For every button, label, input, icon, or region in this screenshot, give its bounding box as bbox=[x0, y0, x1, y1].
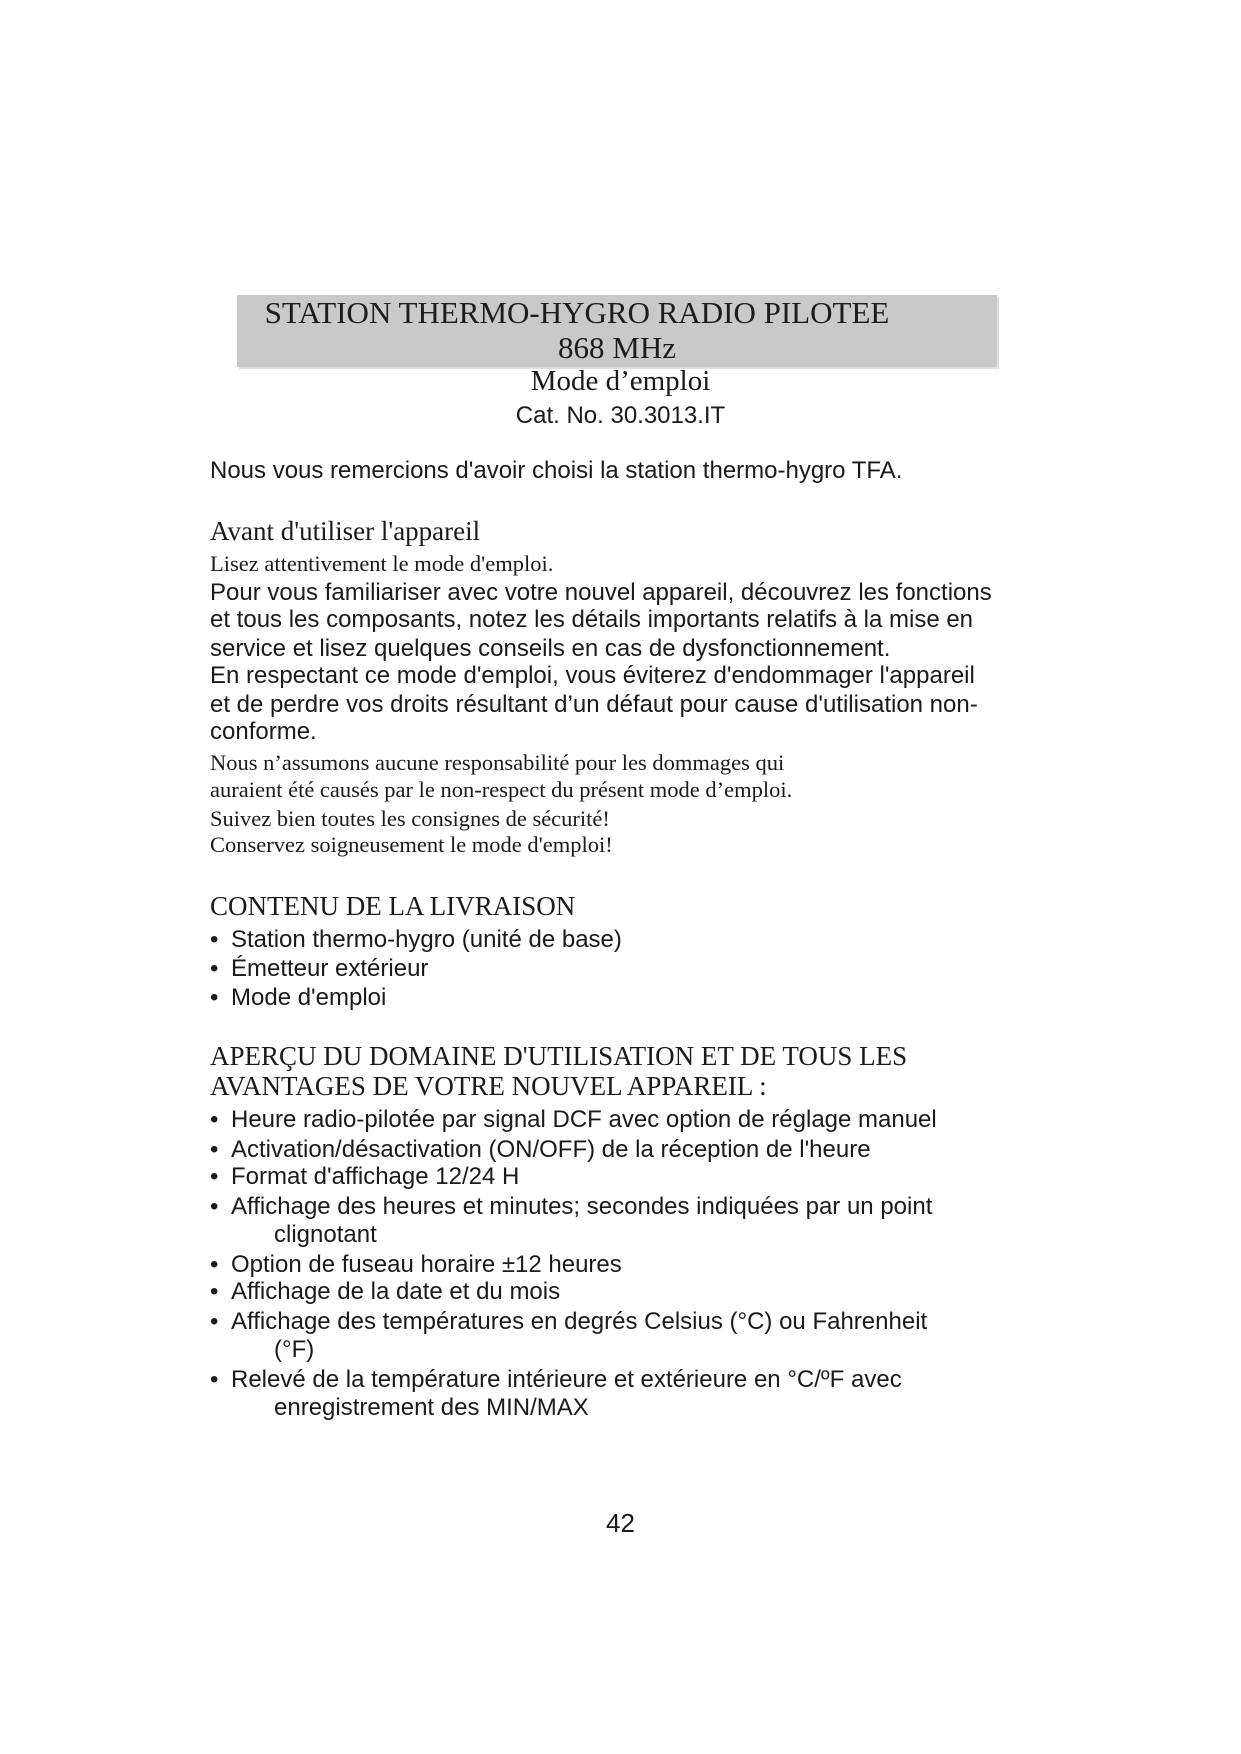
catalog-number: Cat. No. 30.3013.IT bbox=[515, 402, 726, 429]
page-number: 42 bbox=[606, 1508, 635, 1538]
paragraph-line: et de perdre vos droits résultant d’un défaut pour cause d'utilisation non- bbox=[210, 691, 978, 718]
list-item: • Activation/désactivation (ON/OFF) de la réception de l'heure bbox=[210, 1136, 871, 1163]
section-heading-contents: CONTENU DE LA LIVRAISON bbox=[210, 891, 576, 921]
paragraph-line: service et lisez quelques conseils en cas de dysfonctionnement. bbox=[210, 635, 891, 662]
list-item: • Station thermo-hygro (unité de base) bbox=[210, 926, 622, 953]
subtitle: Mode d’emploi bbox=[530, 365, 711, 397]
paragraph-line: conforme. bbox=[210, 718, 317, 745]
list-item: • Option de fuseau horaire ±12 heures bbox=[210, 1251, 622, 1278]
list-item: • Émetteur extérieur bbox=[210, 955, 429, 982]
list-item: • Affichage des températures en degrés Celsius (°C) ou Fahrenheit (°F) bbox=[210, 1308, 928, 1363]
section-heading-overview-cont: AVANTAGES DE VOTRE NOUVEL APPAREIL : bbox=[210, 1071, 767, 1101]
disclaimer-line: Nous n’assumons aucune responsabilité pour les dommages qui bbox=[210, 750, 785, 775]
intro-text: Nous vous remercions d'avoir choisi la station thermo-hygro TFA. bbox=[210, 457, 903, 484]
paragraph-line: Pour vous familiariser avec votre nouvel appareil, découvrez les fonctions bbox=[210, 579, 992, 606]
paragraph-line: En respectant ce mode d'emploi, vous éviterez d'endommager l'appareil bbox=[210, 662, 975, 689]
read-instructions-line: Lisez attentivement le mode d'emploi. bbox=[210, 551, 554, 576]
list-item: • Heure radio-pilotée par signal DCF avec option de réglage manuel bbox=[210, 1106, 937, 1133]
section-heading-before-use: Avant d'utiliser l'appareil bbox=[210, 516, 481, 546]
list-item: • Mode d'emploi bbox=[210, 984, 387, 1011]
safety-line: Suivez bien toutes les consignes de sécurité! bbox=[210, 806, 610, 831]
keep-manual-line: Conservez soigneusement le mode d'emploi! bbox=[210, 832, 613, 857]
title-banner bbox=[237, 295, 997, 367]
paragraph-line: et tous les composants, notez les détails importants relatifs à la mise en bbox=[210, 606, 974, 633]
disclaimer-line: auraient été causés par le non-respect du présent mode d’emploi. bbox=[210, 777, 793, 802]
list-item: • Affichage des heures et minutes; secondes indiquées par un point clignotant bbox=[210, 1193, 933, 1248]
frequency-label: 868 MHz bbox=[558, 330, 676, 365]
list-item: • Relevé de la température intérieure et extérieure en °C/ºF avec enregistrement des MIN/MAX bbox=[210, 1366, 902, 1421]
section-heading-overview: APERÇU DU DOMAINE D'UTILISATION ET DE TOUS LES bbox=[210, 1041, 908, 1071]
list-item: • Affichage de la date et du mois bbox=[210, 1278, 561, 1305]
list-item: • Format d'affichage 12/24 H bbox=[210, 1163, 520, 1190]
document-title: STATION THERMO-HYGRO RADIO PILOTEE bbox=[264, 295, 890, 330]
